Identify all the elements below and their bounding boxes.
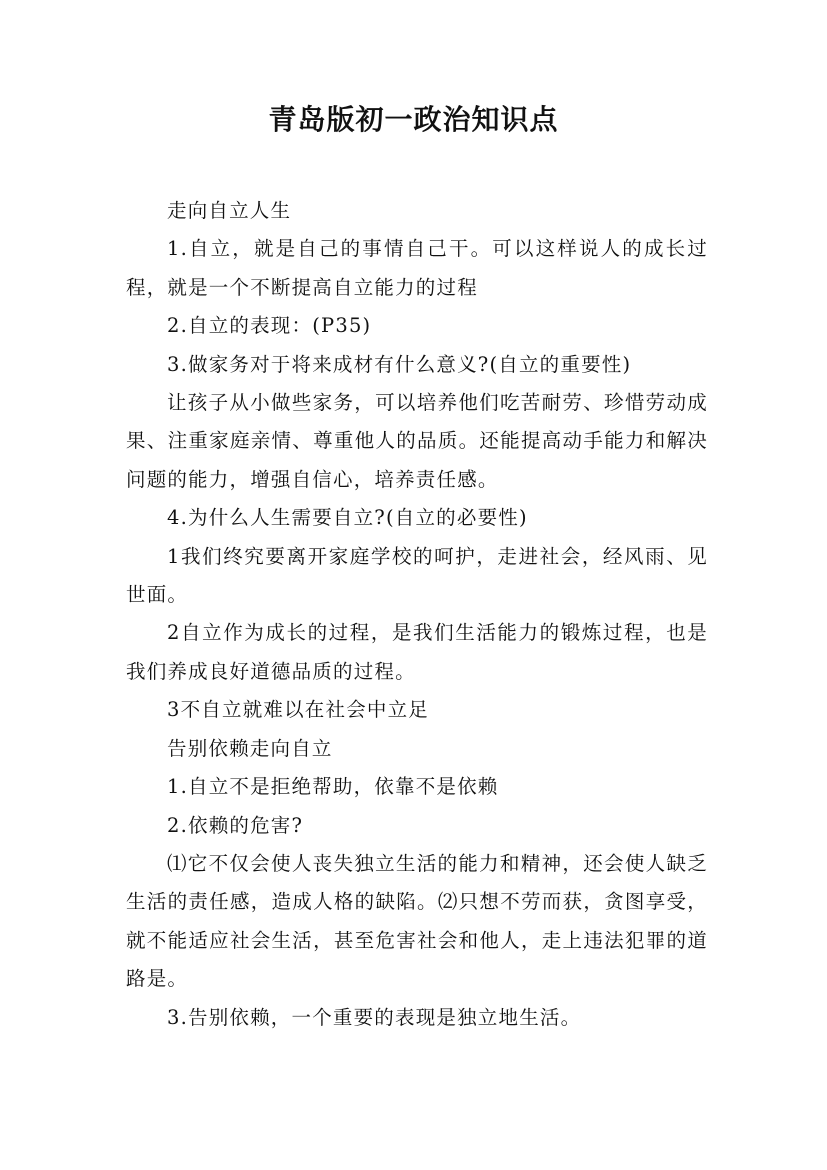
point-3-answer: 让孩子从小做些家务，可以培养他们吃苦耐劳、珍惜劳动成果、注重家庭亲情、尊重他人的品质。还能提高动手能力和解决问题的能力，增强自信心，培养责任感。 xyxy=(126,391,708,491)
point-1-definition: 1.自立，就是自己的事情自己干。可以这样说人的成长过程，就是一个不断提高自立能力的过程 xyxy=(126,237,708,299)
dependence-point-2-question: 2.依赖的危害? xyxy=(167,813,304,837)
dependence-point-2-answer: ⑴它不仅会使人丧失独立生活的能力和精神，还会使人缺乏生活的责任感，造成人格的缺陷。⑵只想不劳而获，贪图享受，就不能适应社会生活，甚至危害社会和他人，走上违法犯罪的道路是。 xyxy=(126,851,708,991)
point-4-reason-2: 2自立作为成长的过程，是我们生活能力的锻炼过程，也是我们养成良好道德品质的过程。 xyxy=(126,621,708,683)
section-heading-independent-life: 走向自立人生 xyxy=(167,199,292,222)
point-4-question: 4.为什么人生需要自立?(自立的必要性) xyxy=(167,506,528,530)
document-body xyxy=(126,192,708,1037)
point-3-housework-question: 3.做家务对于将来成材有什么意义?(自立的重要性) xyxy=(167,352,632,376)
dependence-point-1: 1.自立不是拒绝帮助，依靠不是依赖 xyxy=(167,775,499,799)
section-heading-farewell-dependence: 告别依赖走向自立 xyxy=(167,736,333,760)
dependence-point-3: 3.告别依赖，一个重要的表现是独立地生活。 xyxy=(167,1005,582,1029)
point-4-reason-1: 1我们终究要离开家庭学校的呵护，走进社会，经风雨、见世面。 xyxy=(126,544,708,607)
document-title: 青岛版初一政治知识点 xyxy=(268,103,559,136)
point-2-manifestation: 2.自立的表现：(P35) xyxy=(167,314,372,338)
point-4-reason-3: 3不自立就难以在社会中立足 xyxy=(167,698,430,722)
